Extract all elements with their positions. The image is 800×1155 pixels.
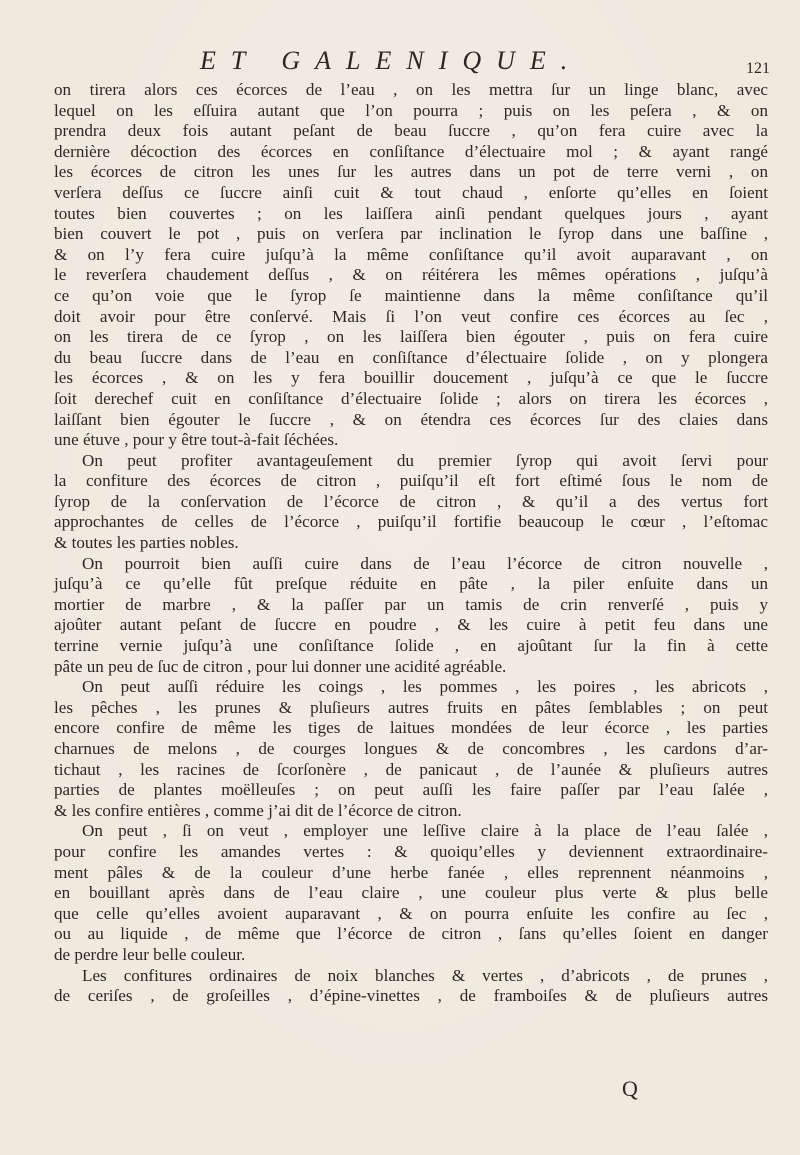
page-number: 121 (746, 60, 770, 77)
text-line: les écorces de citron les unes ſur les autres dans un pot de terre verni , on (54, 162, 768, 182)
text-line: tichaut , les racines de ſcorſonère , de panicaut , de l’aunée & pluſieurs autres (54, 759, 768, 779)
text-line: du beau ſuccre dans de l’eau en conſiſtance d’électuaire ſolide , on y plongera (54, 347, 768, 367)
text-line: toutes bien couvertes ; on les laiſſera ainſi pendant quelques jours , ayant (54, 203, 768, 223)
text-line: de ceriſes , de groſeilles , d’épine-vinettes , de framboiſes & de pluſieurs autres (54, 986, 768, 1006)
text-line: approchantes de celles de l’écorce , puiſqu’il fortifie beaucoup le cœur , l’eſtomac (54, 512, 768, 532)
text-line: juſqu’à ce qu’elle fût preſque réduite en pâte , la piler enſuite dans un (54, 574, 768, 594)
text-line: ce qu’on voie que le ſyrop ſe maintienne dans la même conſiſtance qu’il (54, 285, 768, 305)
text-line: On peut , ſi on veut , employer une leſſive claire à la place de l’eau ſalée , (82, 821, 768, 841)
text-line: pour confire les amandes vertes : & quoiqu’elles y deviennent extraordinaire- (54, 841, 768, 861)
text-line: pâte un peu de ſuc de citron , pour lui donner une acidité agréable. (54, 656, 507, 676)
text-line: & les confire entières , comme j’ai dit de l’écorce de citron. (54, 800, 462, 820)
text-line: ment pâles & de la couleur d’une herbe fanée , elles reprennent néanmoins , (54, 862, 768, 882)
text-line: On pourroit bien auſſi cuire dans de l’eau l’écorce de citron nouvelle , (82, 553, 768, 573)
text-line: ou au liquide , de même que l’écorce de citron , ſans qu’elles ſoient en danger (54, 924, 768, 944)
text-line: que celle qu’elles avoient auparavant , & on pourra enſuite les confire au ſec , (54, 903, 768, 923)
text-line: Les confitures ordinaires de noix blanches & vertes , d’abricots , de prunes , (82, 965, 768, 985)
text-line: terrine vernie juſqu’à une conſiſtance ſolide , en ajoûtant ſur la fin à cette (54, 636, 768, 656)
text-line: lequel on les eſſuira autant que l’on pourra ; puis on les peſera , & on (54, 100, 768, 120)
text-line: on tirera alors ces écorces de l’eau , on les mettra ſur un linge blanc, avec (54, 80, 768, 99)
text-line: le reverſera chaudement deſſus , & on réitérera les mêmes opérations , juſqu’à (54, 265, 768, 285)
signature-mark: Q (622, 1076, 638, 1101)
text-line: la confiture des écorces de citron , puiſqu’il eſt fort eſtimé ſous le nom de (54, 471, 768, 491)
text-line: charnues de melons , de courges longues & de concombres , les cardons d’ar- (54, 739, 768, 758)
running-head (60, 46, 770, 82)
text-line: bien couvert le pot , puis on verſera par inclination le ſyrop dans une baſſine , (54, 224, 768, 244)
text-line: encore confire de même les tiges de laitues mondées de leur écorce , les parties (54, 718, 768, 738)
text-line: On peut auſſi réduire les coings , les pommes , les poires , les abricots , (82, 677, 768, 697)
text-line: laiſſant bien égouter le ſuccre , & on étendra ces écorces ſur des claies dans (54, 409, 768, 429)
text-line: de perdre leur belle couleur. (54, 944, 246, 964)
text-line: ajoûter autant peſant de ſuccre en poudre , & les cuire à petit feu dans une (54, 615, 768, 635)
text-line: les pêches , les prunes & pluſieurs autres fruits en pâtes ſemblables ; on peut (54, 697, 768, 717)
text-line: doit avoir pour être conſervé. Mais ſi l’on veut confire ces écorces au ſec , (54, 306, 768, 326)
text-line: les écorces , & on les y fera bouillir doucement , juſqu’à ce que le ſuccre (54, 368, 768, 388)
text-line: On peut profiter avantageuſement du premier ſyrop qui avoit ſervi pour (82, 450, 768, 470)
text-line: en bouillant après dans de l’eau claire , une couleur plus verte & plus belle (54, 883, 768, 903)
text-line: dernière décoction des écorces en conſiſtance d’électuaire mol ; & ayant rangé (54, 141, 768, 161)
text-line: ſyrop de la conſervation de l’écorce de citron , & qu’il a des vertus fort (54, 491, 768, 511)
text-line: & on l’y fera cuire juſqu’à la même conſiſtance qu’il avoit auparavant , on (54, 244, 768, 264)
body-text (54, 80, 768, 1007)
text-line: & toutes les parties nobles. (54, 533, 239, 553)
running-title: ET GALENIQUE. (200, 46, 583, 75)
text-line: verſera deſſus ce ſuccre ainſi cuit & tout chaud , enſorte qu’elles en ſoient (54, 182, 768, 202)
text-line: parties de plantes moëlleuſes ; on peut auſſi les faire paſſer par l’eau ſalée , (54, 780, 768, 800)
text-line: on les tirera de ce ſyrop , on les laiſſera bien égouter , puis on fera cuire (54, 327, 768, 347)
text-line: ſoit derechef cuit en conſiſtance d’électuaire ſolide ; alors on tirera les écorces , (54, 388, 768, 408)
text-line: mortier de marbre , & la paſſer par un tamis de crin renverſé , puis y (54, 594, 768, 614)
text-line: une étuve , pour y être tout-à-fait ſéchées. (54, 430, 339, 450)
text-line: prendra deux fois autant peſant de beau ſuccre , qu’on fera cuire avec la (54, 121, 768, 141)
